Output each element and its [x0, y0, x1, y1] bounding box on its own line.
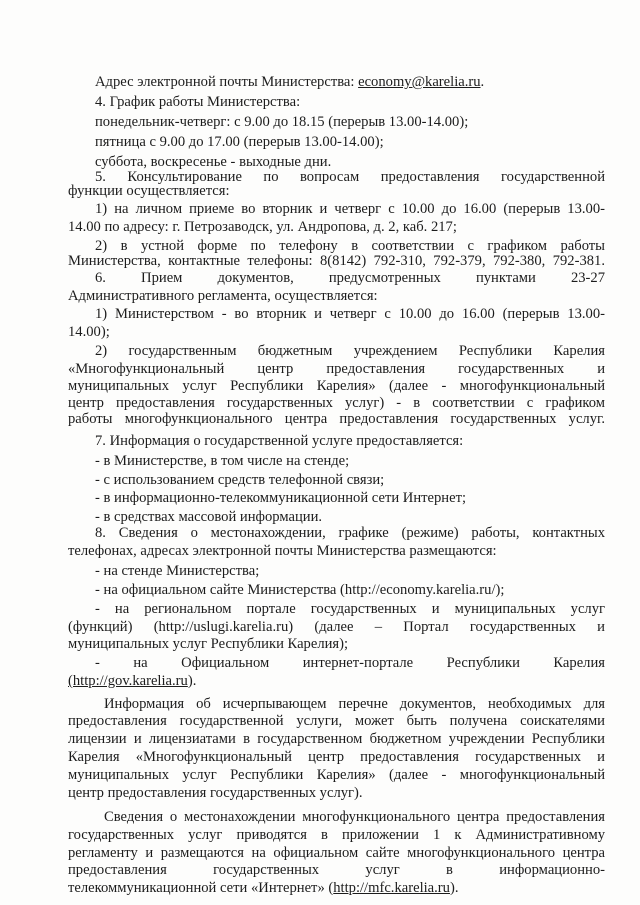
section-4-heading: 4. График работы Министерства: — [95, 94, 301, 110]
text-line: (функций) (http://uslugi.karelia.ru) (далее – Портал государственных и — [68, 619, 605, 635]
text-line: Министерства, контактные телефоны: 8(8142) 792-310, 792-379, 792-380, 792-381. — [68, 253, 605, 269]
text-line: «Многофункциональный центр предоставления государственных и — [68, 361, 605, 377]
text-line: 1) на личном приеме во вторник и четверг с 10.00 до 16.00 (перерыв 13.00- — [95, 201, 605, 217]
text-line — [68, 673, 196, 690]
text-line: работы многофункционального центра предоставления государственных услуг. — [68, 411, 605, 427]
text-line: 1) Министерством - во вторник и четверг с 10.00 до 16.00 (перерыв 13.00- — [95, 306, 605, 322]
list-item: - на региональном портале государственных и муниципальных услуг — [95, 601, 605, 617]
text-line: понедельник-четверг: с 9.00 до 18.15 (перерыв 13.00-14.00); — [95, 114, 469, 130]
text-fragment: . — [480, 74, 485, 90]
text-line — [68, 880, 458, 897]
text-line: центр предоставления государственных услуг). — [68, 785, 363, 801]
text-line: предоставления государственных услуг в информационно- — [68, 862, 605, 878]
text-fragment: ). — [449, 880, 459, 896]
text-line: 14.00 по адресу: г. Петрозаводск, ул. Андропова, д. 2, каб. 217; — [68, 219, 457, 235]
text-line: Сведения о местонахождении многофункционального центра предоставления — [104, 809, 605, 825]
text-fragment: Адрес электронной почты Министерства: — [95, 74, 359, 90]
gov-karelia-link[interactable]: (http://gov.karelia.ru — [68, 673, 188, 689]
text-line: 14.00); — [68, 324, 110, 340]
section-7-heading: 7. Информация о государственной услуге предоставляется: — [95, 433, 464, 449]
text-line: Карелия «Многофункциональный центр предоставления государственных и — [68, 749, 605, 765]
list-item: - на стенде Министерства; — [95, 563, 260, 579]
text-fragment: ). — [187, 673, 197, 689]
text-line: муниципальных услуг Республики Карелия» (далее - многофункциональный — [68, 378, 605, 394]
text-line: 2) в устной форме по телефону в соответствии с графиком работы — [95, 238, 605, 254]
section-5-heading: 5. Консультирование по вопросам предоставления государственной — [95, 169, 605, 185]
list-item: - на официальном сайте Министерства (http://economy.karelia.ru/); — [95, 582, 505, 598]
text-line: Информация об исчерпывающем перечне документов, необходимых для — [104, 696, 605, 712]
text-line: суббота, воскресенье - выходные дни. — [95, 154, 332, 170]
email-link[interactable]: economy@karelia.ru — [358, 74, 481, 90]
list-item: - в информационно-телекоммуникационной сети Интернет; — [95, 490, 466, 506]
text-line: муниципальных услуг Республики Карелия); — [68, 636, 349, 652]
text-line: 2) государственным бюджетным учреждением Республики Карелия — [95, 343, 605, 359]
text-line: пятница с 9.00 до 17.00 (перерыв 13.00-14.00); — [95, 134, 384, 150]
list-item: - в Министерстве, в том числе на стенде; — [95, 453, 350, 469]
text-fragment: телекоммуникационной сети «Интернет» ( — [68, 880, 334, 896]
list-item: - в средствах массовой информации. — [95, 509, 323, 525]
section-8-heading: 8. Сведения о местонахождении, графике (режиме) работы, контактных — [95, 525, 605, 541]
section-6-heading: 6. Прием документов, предусмотренных пунктами 23-27 — [95, 270, 605, 286]
text-line: предоставления государственной услуги, может быть получена соискателями — [68, 713, 605, 729]
text-line: центр предоставления государственных услуг) - в соответствии с графиком — [68, 395, 605, 411]
text-line: регламенту и размещаются на официальном сайте многофункционального центра — [68, 845, 605, 861]
text-line: функции осуществляется: — [68, 183, 230, 199]
text-line: лицензии и лицензиатами в государственном бюджетном учреждении Республики — [68, 731, 605, 747]
text-line — [95, 74, 501, 91]
list-item: - на Официальном интернет-портале Республики Карелия — [95, 655, 605, 671]
list-item: - с использованием средств телефонной связи; — [95, 472, 385, 488]
text-line: государственных услуг приводятся в приложении 1 к Административному — [68, 827, 605, 843]
text-line: муниципальных услуг Республики Карелия» (далее - многофункциональный — [68, 767, 605, 783]
text-line: Административного регламента, осуществляется: — [68, 288, 378, 304]
mfc-karelia-link[interactable]: http://mfc.karelia.ru — [333, 880, 450, 896]
text-line: телефонах, адресах электронной почты Министерства размещаются: — [68, 543, 497, 559]
